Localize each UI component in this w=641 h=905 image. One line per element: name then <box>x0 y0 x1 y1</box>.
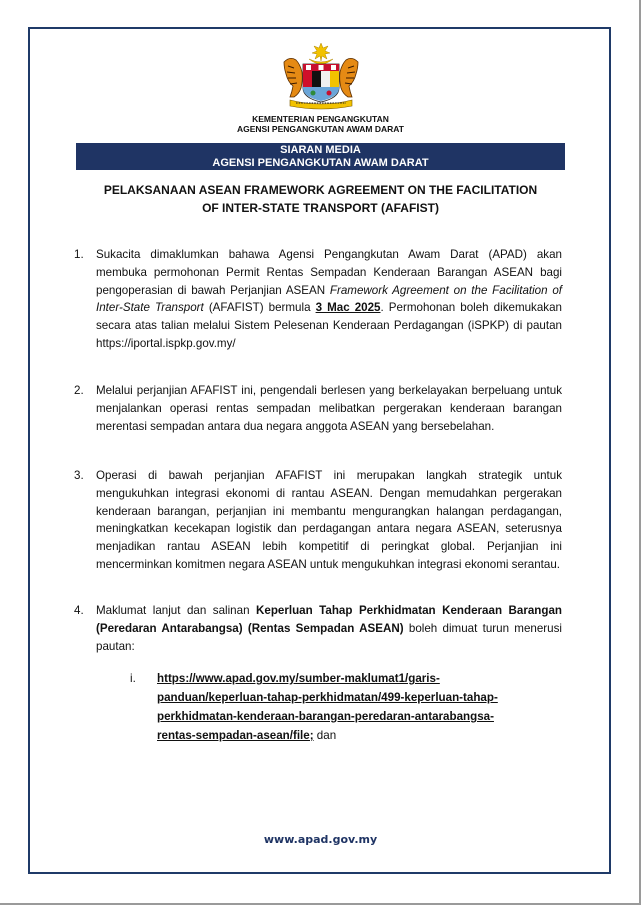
agency-name: AGENSI PENGANGKUTAN AWAM DARAT <box>236 124 404 134</box>
paragraph-number: 1. <box>74 248 84 261</box>
list-marker: i. <box>130 672 136 685</box>
title-line-2: OF INTER-STATE TRANSPORT (AFAFIST) <box>202 201 439 215</box>
banner-title: SIARAN MEDIA <box>280 144 361 156</box>
download-link[interactable]: https://www.apad.gov.my/sumber-maklumat1/garis- panduan/keperluan-tahap-perkhidmatan/499-keperluan-tahap- perkhidmatan-kenderaan-barangan-peredaran-antarabangsa- rentas-sempadan-asean/file; dan <box>157 672 498 742</box>
link-line-2[interactable]: panduan/keperluan-tahap-perkhidmatan/499-keperluan-tahap- <box>157 691 498 704</box>
press-release-banner <box>76 143 565 170</box>
paragraph-4: 4. Maklumat lanjut dan salinan Keperluan Tahap Perkhidmatan Kenderaan Barangan (Peredaran Antarabangsa) (Rentas Sempadan ASEAN) boleh dimuat turun menerusi pautan: <box>96 602 562 655</box>
paragraph-1: 1. Sukacita dimaklumkan bahawa Agensi Pengangkutan Awam Darat (APAD) akan membuka permohonan Permit Rentas Sempadan Kenderaan Barangan ASEAN bagi pengoperasian di bawah Perjanjian ASEAN Framework Agreement on the Facilitation of Inter-State Transport (AFAFIST) bermula 3 Mac 2025. Permohonan boleh dikemukakan secara atas talian melalui Sistem Pelesenan Kenderaan Perdagangan (iSPKP) di pautan https://iportal.ispkp.gov.my/ <box>96 246 562 353</box>
paragraph-2: 2. Melalui perjanjian AFAFIST ini, pengendali berlesen yang berkelayakan berpeluang untuk menjalankan operasi rentas sempadan melibatkan pergerakan kenderaan barangan merentasi sempadan antara dua negara anggota ASEAN yang bersebelahan. <box>96 382 562 435</box>
document-title <box>60 181 581 217</box>
link-line-3[interactable]: perkhidmatan-kenderaan-barangan-peredaran-antarabangsa- <box>157 710 494 723</box>
title-line-1: PELAKSANAAN ASEAN FRAMEWORK AGREEMENT ON THE FACILITATION <box>103 183 538 197</box>
paragraph-number: 2. <box>74 384 84 397</box>
footer-url[interactable]: www.apad.gov.my <box>263 833 378 846</box>
coat-of-arms-icon <box>276 42 366 110</box>
link-line-4[interactable]: rentas-sempadan-asean/file; <box>157 729 314 742</box>
banner-subtitle: AGENSI PENGANGKUTAN AWAM DARAT <box>212 157 429 169</box>
paragraph-number: 3. <box>74 469 84 482</box>
ministry-name: KEMENTERIAN PENGANGKUTAN <box>252 114 389 124</box>
launch-date: 3 Mac 2025 <box>315 301 381 315</box>
star-icon <box>312 43 330 61</box>
paragraph-number: 4. <box>74 604 84 617</box>
paragraph-3: 3. Operasi di bawah perjanjian AFAFIST ini merupakan langkah strategik untuk mengukuhkan integrasi ekonomi di rantau ASEAN. Dengan memudahkan pergerakan kenderaan barangan, perjanjian ini membantu mengurangkan halangan perdagangan, meningkatkan kecekapan logistik dan perdagangan antara negara ASEAN, seterusnya menjadikan rantau ASEAN lebih kompetitif di peringkat global. Perjanjian ini mencerminkan komitmen negara ASEAN untuk mengukuhkan integrasi ekonomi serantau. <box>96 467 562 574</box>
link-line-1[interactable]: https://www.apad.gov.my/sumber-maklumat1/garis- <box>157 672 440 685</box>
